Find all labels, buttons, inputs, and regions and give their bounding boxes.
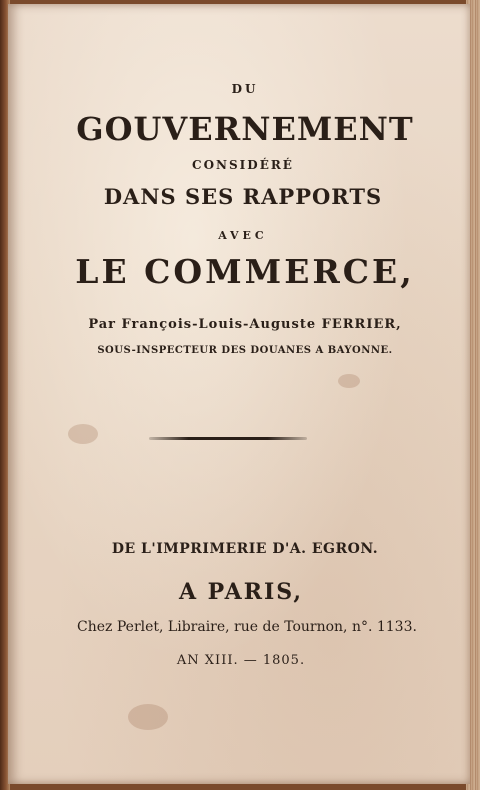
title-line-le-commerce: LE COMMERCE, [75, 252, 415, 291]
foxing-spot [338, 374, 360, 388]
foxing-spot [68, 424, 98, 444]
foxing-spot [128, 704, 168, 730]
title-line-considere: CONSIDÉRÉ [192, 158, 294, 172]
author-title: SOUS-INSPECTEUR DES DOUANES A BAYONNE. [97, 345, 393, 356]
imprint-printer: DE L'IMPRIMERIE D'A. EGRON. [111, 541, 379, 557]
title-line-gouvernement: GOUVERNEMENT [76, 110, 414, 148]
imprint-date: AN XIII. — 1805. [176, 653, 306, 668]
title-line-dans-ses-rapports: DANS SES RAPPORTS [103, 184, 383, 209]
imprint-bookseller: Chez Perlet, Libraire, rue de Tournon, n°. 1133. [77, 619, 417, 635]
title-page [8, 4, 470, 784]
author-line: Par François-Louis-Auguste FERRIER, [88, 317, 402, 332]
title-line-du: DU [231, 82, 259, 96]
title-line-avec: AVEC [218, 229, 268, 242]
decorative-rule [149, 437, 307, 440]
imprint-city: A PARIS, [178, 579, 304, 605]
